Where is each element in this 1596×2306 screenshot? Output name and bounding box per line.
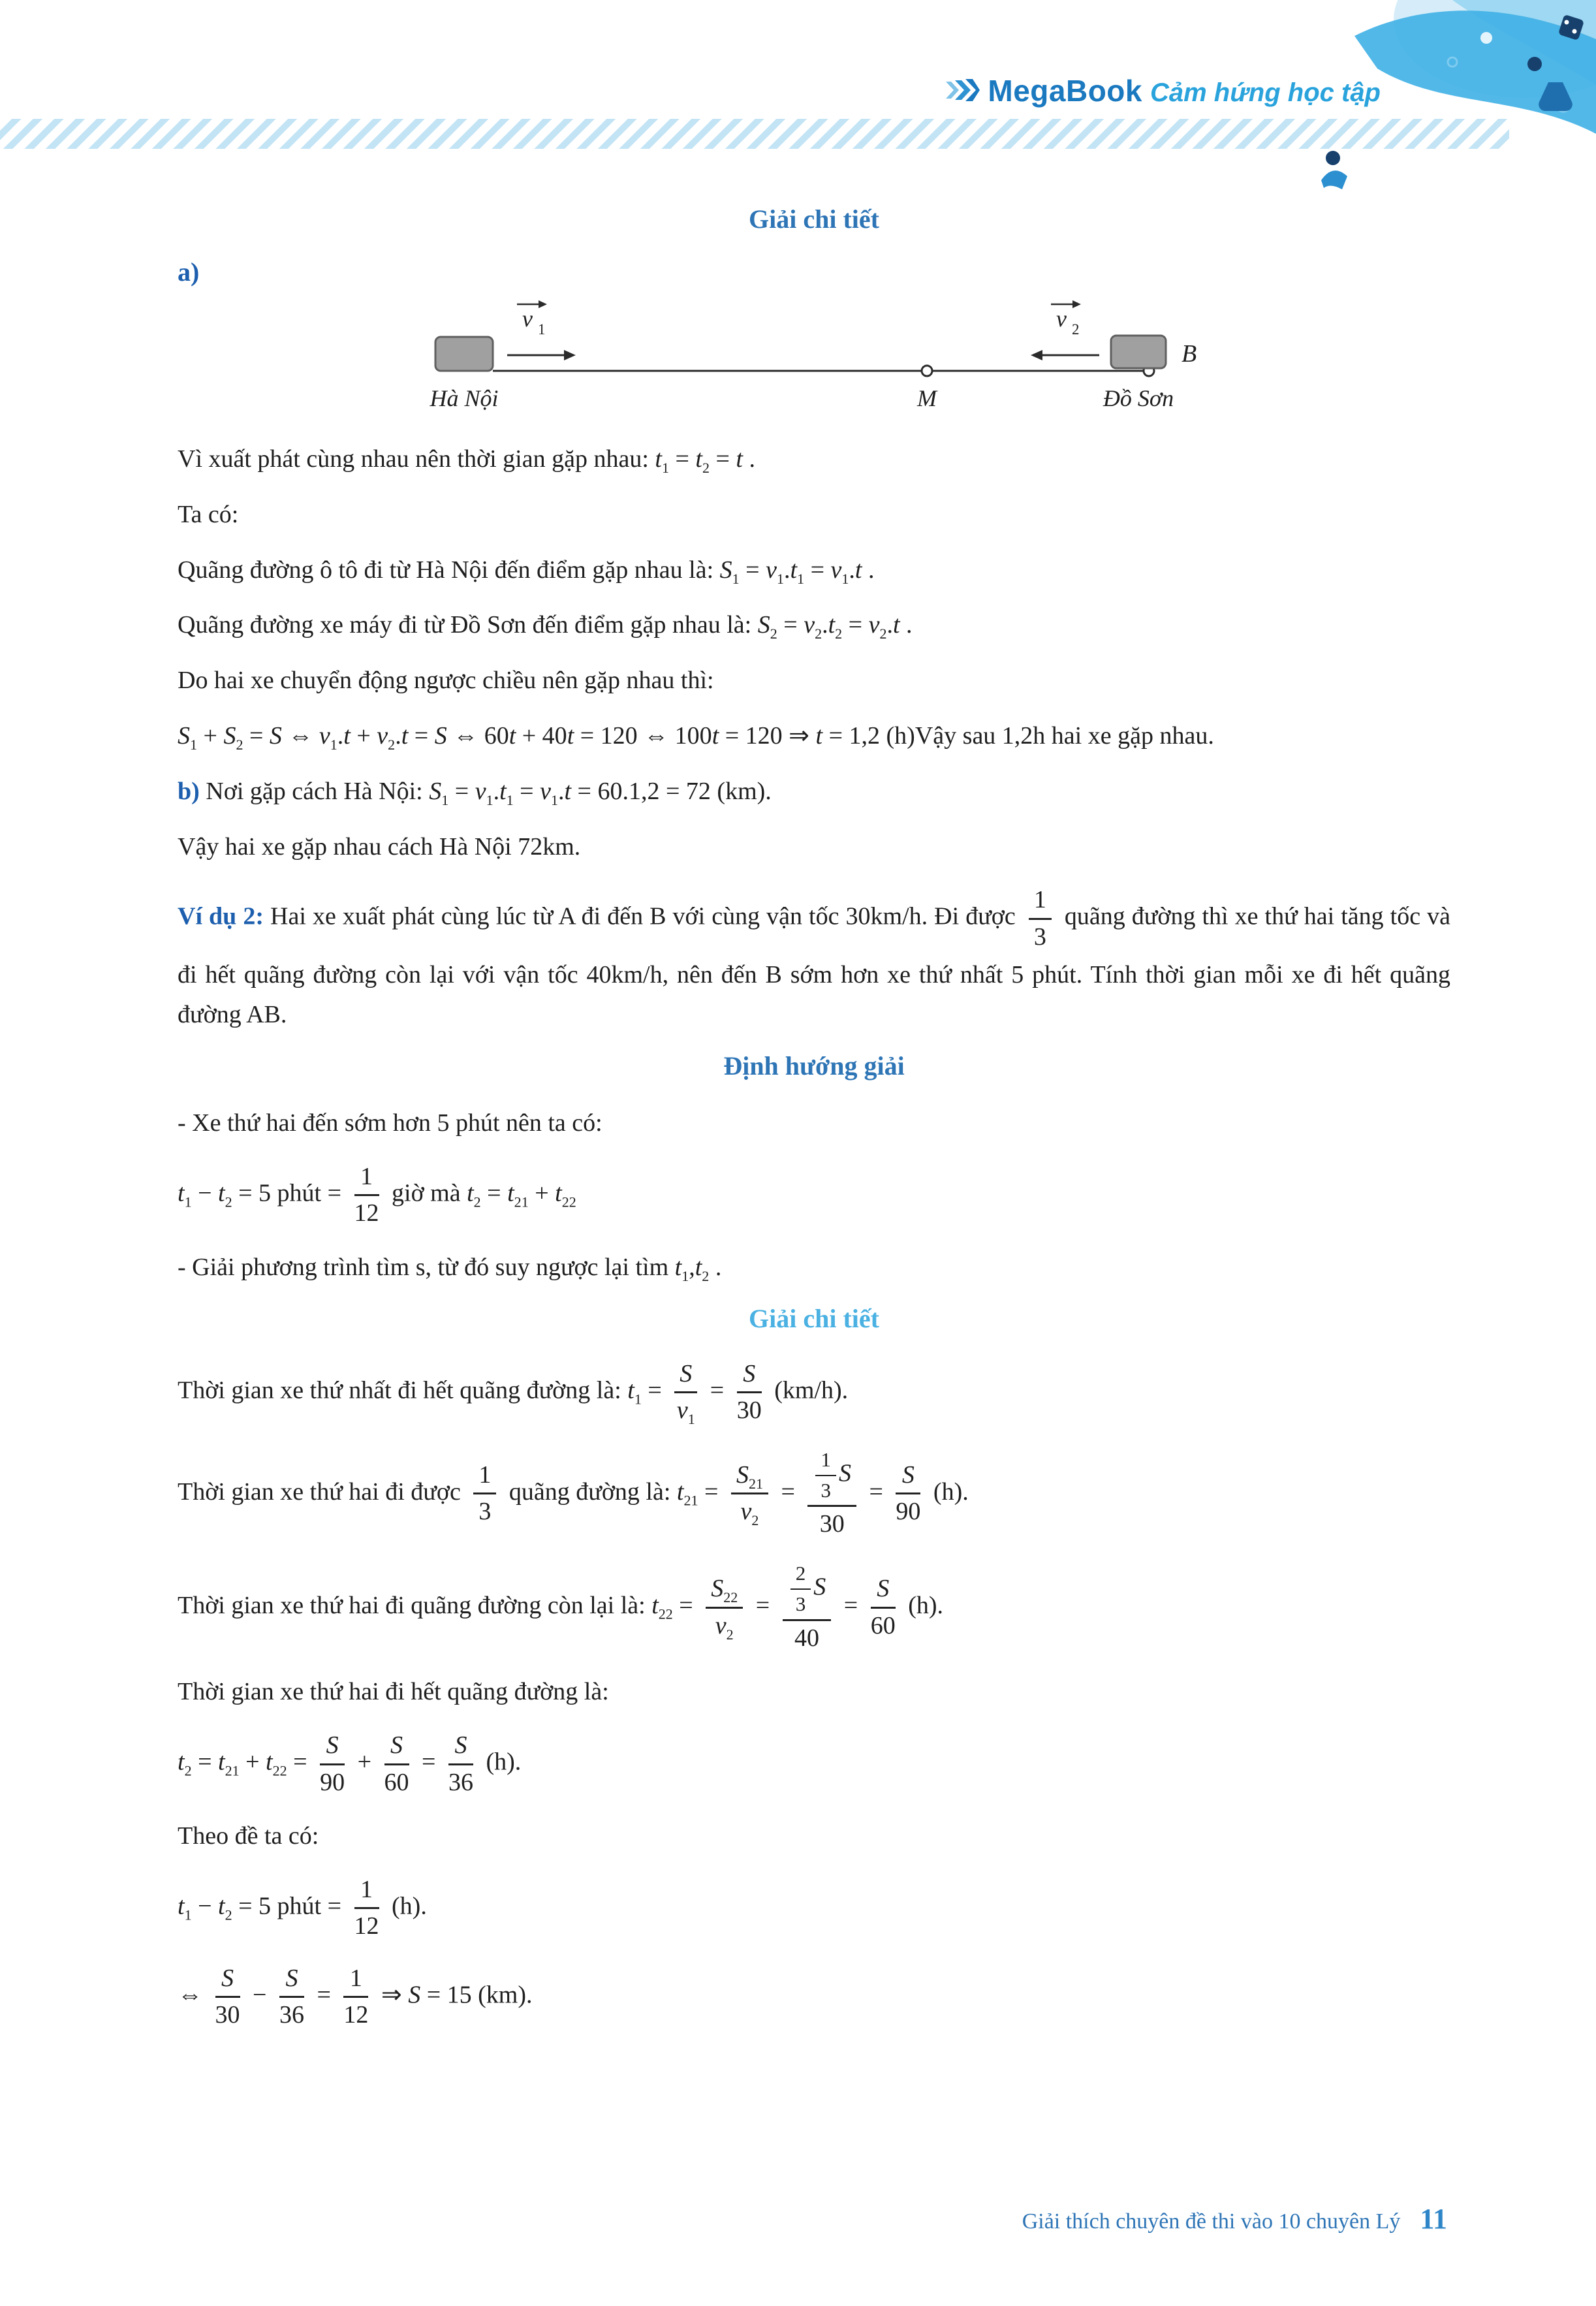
svg-text:v: v bbox=[1056, 306, 1067, 332]
para-condition: $t_1 - t_2 = 5$ phút = $\frac{1}{12}$ (h). bbox=[178, 1875, 427, 1940]
label-m: M bbox=[917, 385, 937, 411]
para-distance-bike: Quãng đường xe máy đi từ Đồ Sơn đến điểm gặp nhau là: $S_2 = v_2.t_2 = v_2.t$ . bbox=[178, 611, 913, 642]
label-b: B bbox=[1181, 340, 1197, 368]
decorative-figure bbox=[1321, 151, 1347, 189]
para-dh-early-5min: - Xe thứ hai đến sớm hơn 5 phút nên ta có: bbox=[178, 1109, 602, 1137]
heading-orientation: Định hướng giải bbox=[723, 1050, 905, 1081]
label-hanoi: Hà Nội bbox=[430, 385, 499, 411]
para-distance-car: Quãng đường ô tô đi từ Hà Nội đến điểm gặp nhau là: $S_1 = v_1.t_1 = v_1.t$ . bbox=[178, 556, 875, 587]
para-equation-solve: $S_1 + S_2 = S$ ⇔ $v_1.t + v_2.t = S$ ⇔ 60t + 40t = 120 ⇔ 100t = 120 ⇒ t = 1,2 (h)Vậy sau 1,2h hai xe gặp nhau. bbox=[178, 721, 1214, 753]
motion-diagram bbox=[419, 296, 1242, 417]
para-dh-solve-back: - Giải phương trình tìm s, từ đó suy ngược lại tìm $t_1,t_2$ . bbox=[178, 1253, 722, 1284]
svg-text:v: v bbox=[522, 306, 533, 332]
para-time-first-car: Thời gian xe thứ nhất đi hết quãng đường là: $t_1$ = $\frac{S}{v_1}$ = $\frac{S}{30}$ (km/h). bbox=[178, 1359, 849, 1427]
car-left bbox=[435, 337, 493, 371]
para-time-second-t22: Thời gian xe thứ hai đi quãng đường còn lại là: $t_{22}$ = $\frac{S_{22}}{v_2}$ = $\frac{2}{3}$ S 40 = $\frac{S}{60}$ (h). bbox=[178, 1561, 944, 1652]
para-opposite-motion: Do hai xe chuyển động ngược chiều nên gặp nhau thì: bbox=[178, 667, 714, 695]
footer-book-title: Giải thích chuyên đề thi vào 10 chuyên Lý bbox=[1022, 2209, 1401, 2234]
para-ta-co: Ta có: bbox=[178, 500, 239, 528]
svg-text:1: 1 bbox=[538, 321, 546, 338]
para-vi-du-2: Ví dụ 2: Hai xe xuất phát cùng lúc từ A đi đến B với cùng vận tốc 30km/h. Đi được $\frac{1}{3}$ quãng đường thì xe thứ hai tăng tốc và đi hết quãng đường còn lại với vận tốc 40km/h, nên đến B sớm hơn xe thứ nhất 5 phút. Tính thời gian mỗi xe đi hết quãng đường AB. bbox=[178, 886, 1451, 1029]
car-right bbox=[1111, 336, 1166, 368]
para-meeting-time: Vì xuất phát cùng nhau nên thời gian gặp nhau: $t_1 = t_2 = t$ . bbox=[178, 445, 755, 476]
para-time-second-t21: Thời gian xe thứ hai đi được $\frac{1}{3}$ quãng đường là: $t_{21}$ = $\frac{S_{21}}{v_2}$ = $\frac{1}{3}$ S 30 = $\frac{S}{90}$ (h). bbox=[178, 1447, 969, 1538]
heading-solution-detail-2: Giải chi tiết bbox=[749, 1303, 879, 1333]
decorative-corner-art bbox=[1257, 0, 1596, 222]
part-a-label: a) bbox=[178, 257, 200, 287]
page-number: 11 bbox=[1420, 2203, 1447, 2235]
para-dh-equation: $t_1 - t_2 = 5$ phút = $\frac{1}{12}$ giờ mà $t_2 = t_{21} + t_{22}$ bbox=[178, 1162, 576, 1227]
para-conclusion-72km: Vậy hai xe gặp nhau cách Hà Nội 72km. bbox=[178, 832, 581, 861]
vector-v1 bbox=[507, 300, 576, 360]
main-content bbox=[178, 204, 1450, 2049]
para-final-result: ⇔ $\frac{S}{30}$ − $\frac{S}{36}$ = $\frac{1}{12}$ ⇒ S = 15 (km). bbox=[178, 1964, 533, 2029]
brand-tagline: Cảm hứng học tập bbox=[1150, 78, 1381, 107]
vector-v2 bbox=[1031, 300, 1099, 360]
heading-solution-detail-1: Giải chi tiết bbox=[749, 204, 879, 234]
meeting-point-m bbox=[922, 366, 932, 376]
para-time-second-total: $t_2 = t_{21} + t_{22}$ = $\frac{S}{90}$ + $\frac{S}{60}$ = $\frac{S}{36}$ (h). bbox=[178, 1731, 522, 1796]
para-theo-de: Theo đề ta có: bbox=[178, 1822, 319, 1850]
page-footer bbox=[1022, 2202, 1447, 2235]
brand-chevrons-icon bbox=[946, 79, 980, 104]
label-doson: Đồ Sơn bbox=[1103, 385, 1174, 411]
para-time-second-total-label: Thời gian xe thứ hai đi hết quãng đường là: bbox=[178, 1678, 609, 1706]
svg-text:2: 2 bbox=[1072, 321, 1080, 338]
para-part-b: b) Nơi gặp cách Hà Nội: $S_1 = v_1.t_1 = v_1.t = 60.1,2 = 72$ (km). bbox=[178, 777, 772, 808]
brand-name: MegaBook bbox=[988, 74, 1142, 108]
